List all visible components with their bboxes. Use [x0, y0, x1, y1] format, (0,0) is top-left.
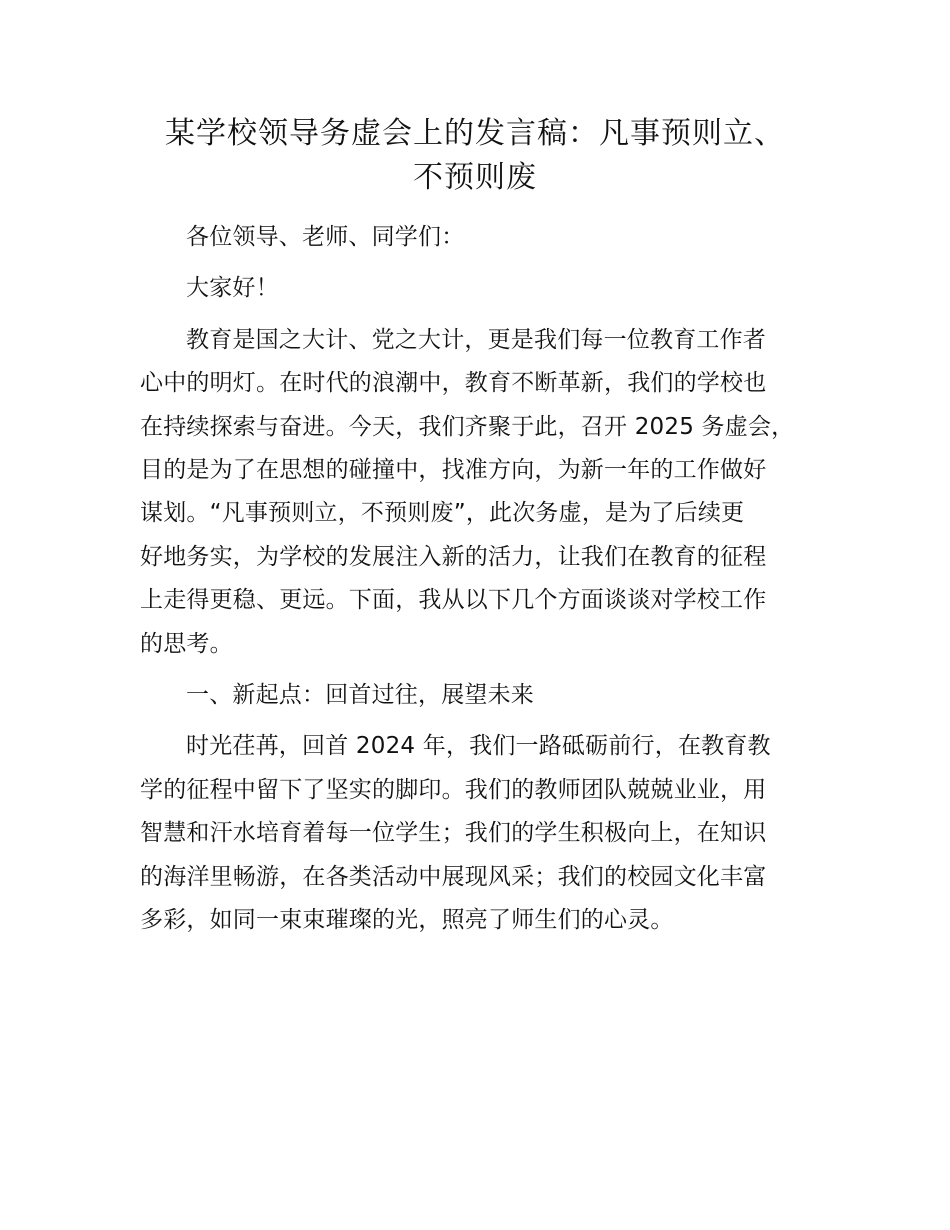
- section-line: 智慧和汗水培育着每一位学生；我们的学生积极向上，在知识: [140, 820, 767, 847]
- section-line: 学的征程中留下了坚实的脚印。我们的教师团队兢兢业业，用: [140, 776, 767, 803]
- document-body: [140, 216, 830, 943]
- intro-line: 的思考。: [140, 630, 233, 657]
- greeting-paragraph: 大家好！: [186, 275, 279, 302]
- section-line: 的海洋里畅游，在各类活动中展现风采；我们的校园文化丰富: [140, 863, 767, 890]
- section-heading: 一、新起点：回首过往，展望未来: [186, 682, 534, 709]
- intro-line: 好地务实，为学校的发展注入新的活力，让我们在教育的征程: [140, 543, 767, 570]
- document-title: [120, 112, 830, 200]
- intro-line: 在持续探索与奋进。今天，我们齐聚于此，召开 2025 务虚会，: [140, 413, 795, 440]
- intro-line: 上走得更稳、更远。下面，我从以下几个方面谈谈对学校工作: [140, 587, 767, 614]
- section-line: 时光荏苒，回首 2024 年，我们一路砥砺前行，在教育教: [186, 733, 771, 760]
- intro-line: 目的是为了在思想的碰撞中，找准方向，为新一年的工作做好: [140, 457, 767, 484]
- title-line-1: 某学校领导务虚会上的发言稿：凡事预则立、: [165, 116, 785, 151]
- section-line: 多彩，如同一束束璀璨的光，照亮了师生们的心灵。: [140, 907, 674, 934]
- intro-line: 心中的明灯。在时代的浪潮中，教育不断革新，我们的学校也: [140, 370, 767, 397]
- intro-line: 教育是国之大计、党之大计，更是我们每一位教育工作者: [186, 326, 766, 353]
- intro-paragraph: [140, 319, 830, 666]
- title-line-2: 不预则废: [413, 160, 537, 195]
- section-paragraph: [140, 725, 830, 942]
- salutation-paragraph: 各位领导、老师、同学们：: [186, 224, 465, 250]
- intro-line: 谋划。“凡事预则立，不预则废”，此次务虚，是为了后续更: [140, 500, 745, 527]
